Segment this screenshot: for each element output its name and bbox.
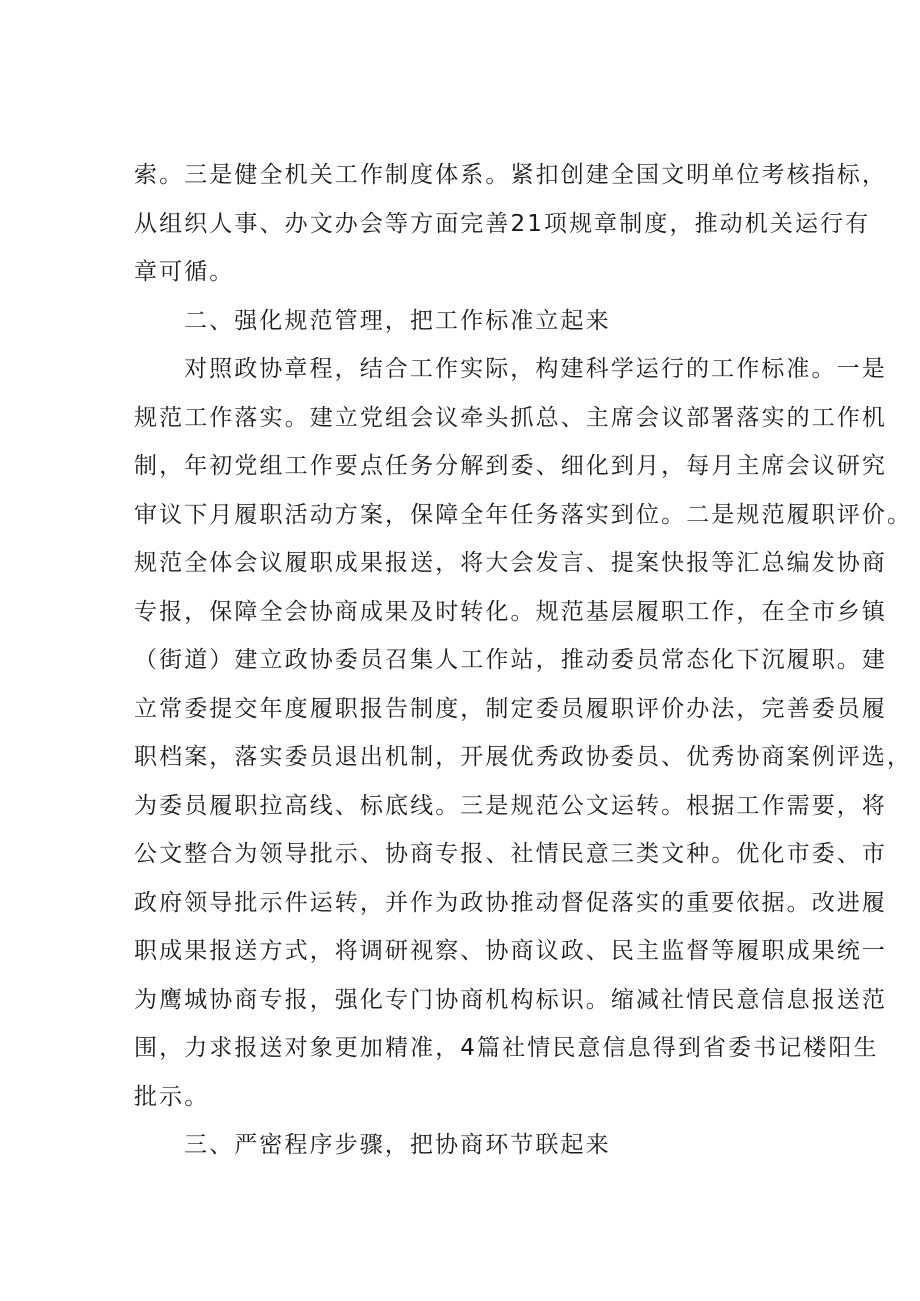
paragraph-line: 职成果报送方式，将调研视察、协商议政、民主监督等履职成果统一 xyxy=(134,938,887,964)
paragraph-line: 章可循。 xyxy=(134,259,235,285)
paragraph-line: 索。三是健全机关工作制度体系。紧扣创建全国文明单位考核指标， xyxy=(134,162,887,188)
paragraph-line: 规范全体会议履职成果报送，将大会发言、提案快报等汇总编发协商 xyxy=(134,550,887,576)
paragraph-line: 从组织人事、办文办会等方面完善21项规章制度，推动机关运行有 xyxy=(134,211,871,237)
paragraph-line: 审议下月履职活动方案，保障全年任务落实到位。二是规范履职评价。 xyxy=(134,502,913,528)
paragraph-line: 围，力求报送对象更加精准，4篇社情民意信息得到省委书记楼阳生 xyxy=(134,1035,879,1061)
paragraph-line: 批示。 xyxy=(134,1084,210,1110)
paragraph-line: 规范工作落实。建立党组会议牵头抓总、主席会议部署落实的工作机 xyxy=(134,405,887,431)
paragraph-line: 对照政协章程，结合工作实际，构建科学运行的工作标准。一是 xyxy=(184,356,887,382)
paragraph-line: 为委员履职拉高线、标底线。三是规范公文运转。根据工作需要，将 xyxy=(134,793,887,819)
paragraph-line: 专报，保障全会协商成果及时转化。规范基层履职工作，在全市乡镇 xyxy=(134,599,887,625)
paragraph-line: 政府领导批示件运转，并作为政协推动督促落实的重要依据。改进履 xyxy=(134,890,887,916)
section-heading: 二、强化规范管理，把工作标准立起来 xyxy=(184,308,611,334)
paragraph-line: 立常委提交年度履职报告制度，制定委员履职评价办法，完善委员履 xyxy=(134,696,887,722)
paragraph-line: 职档案，落实委员退出机制，开展优秀政协委员、优秀协商案例评选， xyxy=(134,744,913,770)
paragraph-line: 为鹰城协商专报，强化专门协商机构标识。缩减社情民意信息报送范 xyxy=(134,987,887,1013)
paragraph-line: 公文整合为领导批示、协商专报、社情民意三类文种。优化市委、市 xyxy=(134,841,887,867)
section-heading: 三、严密程序步骤，把协商环节联起来 xyxy=(184,1132,611,1158)
paragraph-line: （街道）建立政协委员召集人工作站，推动委员常态化下沉履职。建 xyxy=(134,647,887,673)
paragraph-line: 制，年初党组工作要点任务分解到委、细化到月，每月主席会议研究 xyxy=(134,453,887,479)
